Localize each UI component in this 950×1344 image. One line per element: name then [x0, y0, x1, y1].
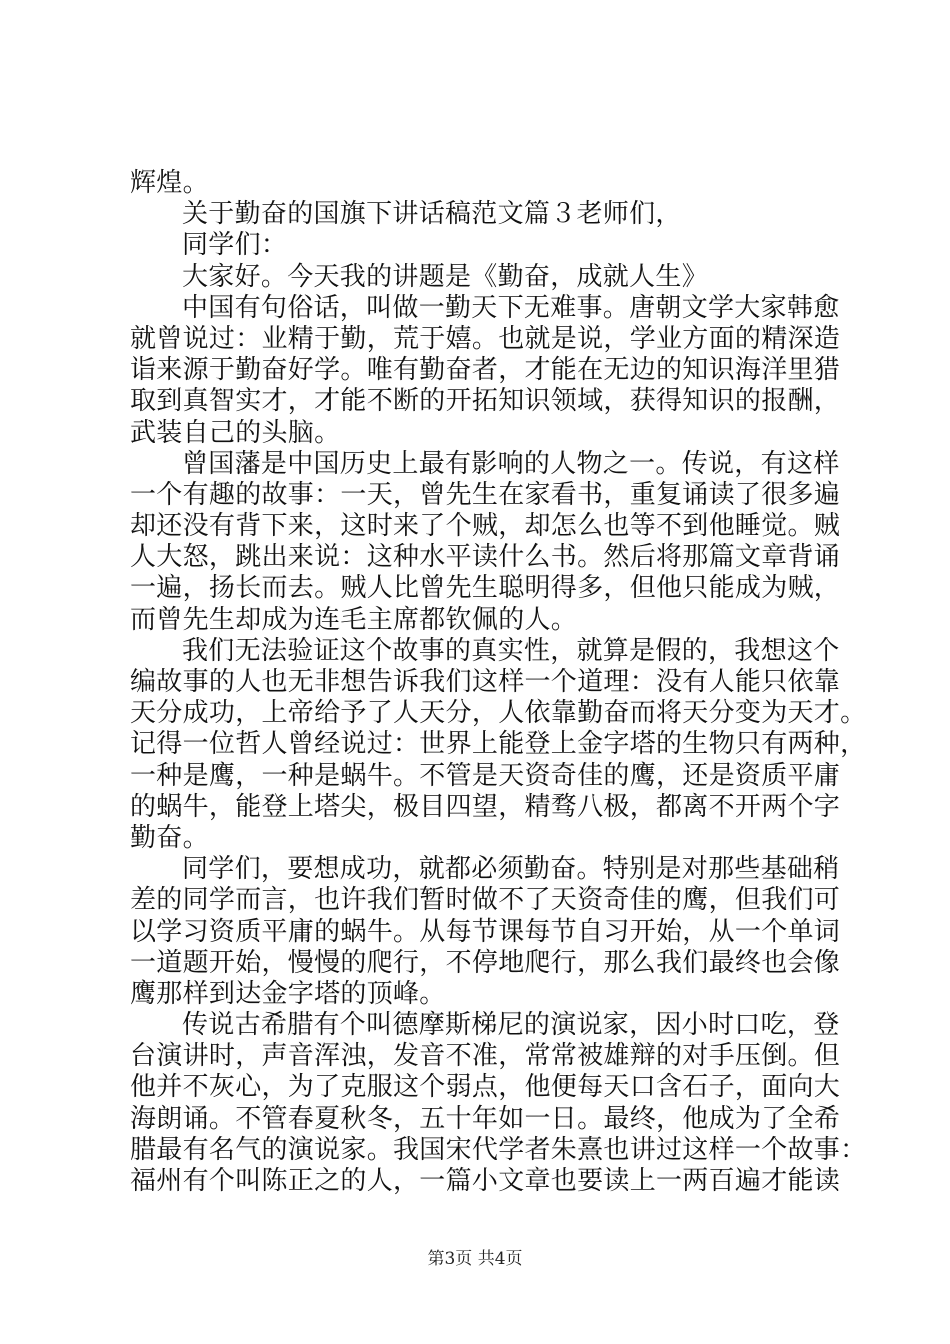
text-line: 同学们： [182, 230, 288, 261]
text-line: 台演讲时，声音浑浊，发音不准，常常被雄辩的对手压倒。但 [130, 1041, 841, 1072]
text-line: 他并不灰心，为了克服这个弱点，他便每天口含石子，面向大 [130, 1072, 841, 1103]
text-line: 编故事的人也无非想告诉我们这样一个道理：没有人能只依靠 [130, 667, 841, 697]
text-line: 的蜗牛，能登上塔尖，极目四望，精骛八极，都离不开两个字 [130, 791, 841, 822]
text-line: 一种是鹰，一种是蜗牛。不管是天资奇佳的鹰，还是资质平庸 [130, 760, 841, 791]
text-line: 曾国藩是中国历史上最有影响的人物之一。传说，有这样 [182, 448, 840, 479]
text-line: 以学习资质平庸的蜗牛。从每节课每节自习开始，从一个单词 [130, 916, 841, 947]
text-line: 一遍，扬长而去。贼人比曾先生聪明得多，但他只能成为贼， [130, 573, 841, 604]
text-line: 辉煌。 [130, 168, 209, 198]
text-line: 记得一位哲人曾经说过：世界上能登上金字塔的生物只有两种， [130, 729, 867, 760]
text-line: 取到真智实才，才能不断的开拓知识领域，获得知识的报酬， [130, 386, 841, 417]
text-line: 勤奋。 [130, 822, 209, 853]
text-line: 我们无法验证这个故事的真实性，就算是假的，我想这个 [182, 635, 840, 666]
text-line: 天分成功，上帝给予了人天分，人依靠勤奋而将天分变为天才。 [130, 698, 867, 729]
text-line: 诣来源于勤奋好学。唯有勤奋者，才能在无边的知识海洋里猎 [130, 355, 841, 386]
text-line: 海朗诵。不管春夏秋冬，五十年如一日。最终，他成为了全希 [130, 1103, 841, 1134]
text-line: 差的同学而言，也许我们暂时做不了天资奇佳的鹰，但我们可 [130, 885, 841, 916]
text-line: 就曾说过：业精于勤，荒于嬉。也就是说，学业方面的精深造 [130, 323, 841, 354]
text-line: 武装自己的头脑。 [130, 417, 341, 448]
text-line: 鹰那样到达金字塔的顶峰。 [130, 978, 446, 1009]
text-line: 福州有个叫陈正之的人，一篇小文章也要读上一两百遍才能读 [130, 1166, 841, 1196]
text-line: 一个有趣的故事：一天，曾先生在家看书，重复诵读了很多遍 [130, 479, 841, 510]
text-line: 传说古希腊有个叫德摩斯梯尼的演说家，因小时口吃，登 [182, 1010, 840, 1041]
text-line: 却还没有背下来，这时来了个贼，却怎么也等不到他睡觉。贼 [130, 511, 841, 542]
text-line: 腊最有名气的演说家。我国宋代学者朱熹也讲过这样一个故事： [130, 1134, 867, 1165]
document-body [130, 168, 867, 1197]
text-line: 中国有句俗话，叫做一勤天下无难事。唐朝文学大家韩愈 [182, 292, 840, 323]
text-line: 而曾先生却成为连毛主席都钦佩的人。 [130, 604, 578, 635]
text-line: 一道题开始，慢慢的爬行，不停地爬行，那么我们最终也会像 [130, 947, 841, 978]
text-line: 关于勤奋的国旗下讲话稿范文篇３老师们， [182, 199, 682, 230]
text-line: 人大怒，跳出来说：这种水平读什么书。然后将那篇文章背诵 [130, 542, 841, 573]
page-footer: 第3页 共4页 [427, 1249, 523, 1269]
text-line: 大家好。今天我的讲题是《勤奋，成就人生》 [182, 261, 709, 292]
text-line: 同学们，要想成功，就都必须勤奋。特别是对那些基础稍 [182, 854, 840, 885]
